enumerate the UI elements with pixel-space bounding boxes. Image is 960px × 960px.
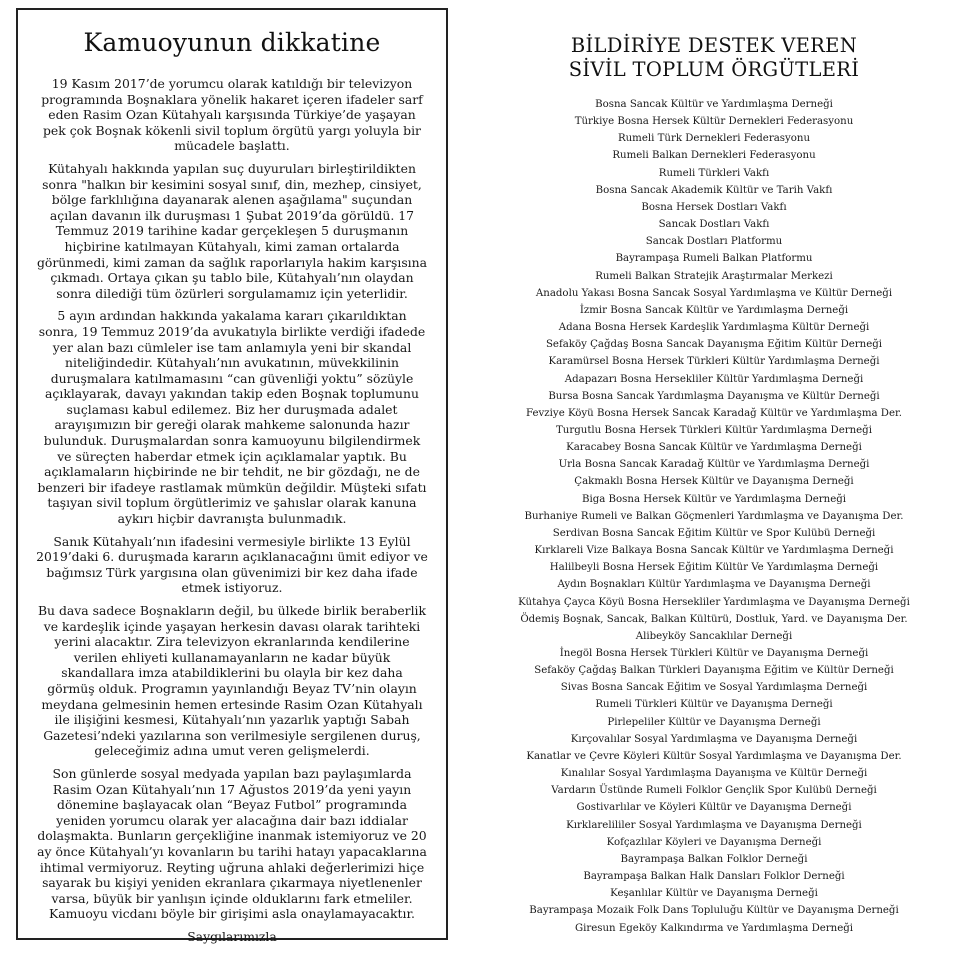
- organization-item: Bayrampaşa Balkan Folklor Derneği: [620, 853, 808, 865]
- organization-item: Sefaköy Çağdaş Balkan Türkleri Dayanışma Eğitim ve Kültür Derneği: [534, 665, 894, 677]
- statement-signoff: Saygılarımızla: [187, 928, 277, 944]
- organization-item: İzmir Bosna Sancak Kültür ve Yardımlaşma Derneği: [579, 304, 849, 316]
- organization-item: Kırklarelililer Sosyal Yardımlaşma ve Dayanışma Derneği: [566, 819, 862, 831]
- organization-item: Sefaköy Çağdaş Bosna Sancak Dayanışma Eğitim Kültür Derneği: [545, 339, 883, 351]
- organization-item: Kırklareli Vize Balkaya Bosna Sancak Kültür ve Yardımlaşma Derneği: [534, 545, 894, 557]
- statement-paragraph: Bu dava sadece Boşnakların değil, bu ülkede birlik beraberlik ve kardeşlik içinde yaşayan herkesin davası olarak tarihteki yerini alacaktır. Zira televizyon ekranlarında kendilerine verilen ehliyeti kullanamayanların ne kadar büyük skandallara imza atabildiklerini bu olayla bir kez daha görmüş olduk. Programın yayınlandığı Beyaz TV’nin olayın meydana gelmesinin hemen ertesinde Rasim Ozan Kütahyalı ile ilişiğini kesmesi, Kütahyalı’nın yazarlık yaptığı Sabah Gazetesi’ndeki yazılarına son verilmesiyle sergilenen duruş, geleceğimiz adına umut veren gelişmelerdi.: [37, 603, 427, 759]
- organization-item: İnegöl Bosna Hersek Türkleri Kültür ve Dayanışma Derneği: [559, 648, 869, 659]
- statement-paragraph: Sanık Kütahyalı’nın ifadesini vermesiyle birlikte 13 Eylül 2019’daki 6. duruşmada kararın açıklanacağını ümit ediyor ve bağımsız Türk yargısına olan güvenimizi bir kez daha ifade etmek istiyoruz.: [36, 533, 428, 596]
- organizations-title-line-1: BİLDİRİYE DESTEK VEREN: [570, 34, 858, 57]
- organization-item: Adana Bosna Hersek Kardeşlik Yardımlaşma Kültür Derneği: [558, 322, 870, 334]
- organization-item: Karamürsel Bosna Hersek Türkleri Kültür Yardımlaşma Derneği: [548, 356, 880, 368]
- organization-item: Anadolu Yakası Bosna Sancak Sosyal Yardımlaşma ve Kültür Derneği: [535, 287, 893, 299]
- organization-item: Bayrampaşa Mozaik Folk Dans Topluluğu Kültür ve Dayanışma Derneği: [529, 905, 899, 917]
- organization-item: Rumeli Balkan Dernekleri Federasyonu: [612, 150, 816, 162]
- organization-item: Turgutlu Bosna Hersek Türkleri Kültür Yardımlaşma Derneği: [556, 424, 872, 436]
- organization-item: Kanatlar ve Çevre Köyleri Kültür Sosyal Yardımlaşma ve Dayanışma Der.: [526, 750, 902, 762]
- organization-item: Alibeyköy Sancaklılar Derneği: [635, 630, 793, 642]
- organization-item: Rumeli Türkleri Kültür ve Dayanışma Derneği: [595, 699, 833, 711]
- organization-item: Halilbeyli Bosna Hersek Eğitim Kültür Ve Yardımlaşma Derneği: [549, 562, 879, 574]
- organization-item: Giresun Egeköy Kalkındırma ve Yardımlaşma Derneği: [574, 922, 854, 934]
- organization-item: Bayrampaşa Balkan Halk Dansları Folklor Derneği: [583, 871, 845, 883]
- organization-item: Gostivarlılar ve Köyleri Kültür ve Dayanışma Derneği: [576, 802, 852, 814]
- organization-item: Vardarın Üstünde Rumeli Folklor Gençlik Spor Kulübü Derneği: [551, 785, 877, 797]
- organization-item: Serdivan Bosna Sancak Eğitim Kültür ve Spor Kulübü Derneği: [552, 527, 876, 539]
- organization-item: Pirlepeliler Kültür ve Dayanışma Derneği: [607, 716, 821, 728]
- organizations-title: [468, 34, 960, 82]
- statement-paragraph: Kütahyalı hakkında yapılan suç duyuruları birleştirildikten sonra "halkın bir kesimini sosyal sınıf, din, mezhep, cinsiyet, bölge farklılığına dayanarak alenen aşağılama" suçundan açılan davanın ilk duruşması 1 Şubat 2019’da görüldü. 17 Temmuz 2019 tarihine kadar gerçekleşen 5 duruşmanın hiçbirine katılmayan Kütahyalı, kimi zaman ortalarda görünmedi, kimi zaman da sağlık raporlarıyla hakim karşısına çıkmadı. Ortaya çıkan şu tablo bile, Kütahyalı’nın olaydan sonra dilediği tüm özürleri sorgulamamız için yeterlidir.: [36, 160, 428, 301]
- organization-item: Rumeli Balkan Stratejik Araştırmalar Merkezi: [595, 270, 833, 282]
- organization-item: Bursa Bosna Sancak Yardımlaşma Dayanışma ve Kültür Derneği: [548, 390, 880, 402]
- organization-item: Çakmaklı Bosna Hersek Kültür ve Dayanışma Derneği: [574, 476, 854, 488]
- organization-item: Kütahya Çayca Köyü Bosna Hersekliler Yardımlaşma ve Dayanışma Derneği: [518, 596, 910, 608]
- organization-item: Adapazarı Bosna Hersekliler Kültür Yardımlaşma Derneği: [564, 373, 864, 385]
- organization-item: Bosna Hersek Dostları Vakfı: [641, 201, 787, 213]
- statement-paragraph: 19 Kasım 2017’de yorumcu olarak katıldığı bir televizyon programında Boşnaklara yönelik hakaret içeren ifadeler sarf eden Rasim Ozan Kütahyalı karşısında Türkiye’de yaşayan pek çok Boşnak kökenli sivil toplum örgütü yargı yoluyla bir mücadele başlattı.: [41, 76, 423, 154]
- organization-item: Türkiye Bosna Hersek Kültür Dernekleri Federasyonu: [574, 116, 854, 128]
- organization-item: Kırçovalılar Sosyal Yardımlaşma ve Dayanışma Derneği: [570, 733, 858, 745]
- supporting-organizations-section: [468, 0, 960, 960]
- statement-paragraph: Son günlerde sosyal medyada yapılan bazı paylaşımlarda Rasim Ozan Kütahyalı’nın 17 Ağustos 2019’da yeni yayın dönemine başlayacak olan “Beyaz Futbol” programında yeniden yorumcu olarak yer alacağına dair bazı iddialar dolaşmakta. Bunların gerçekliğine inanmak istemiyoruz ve 20 ay önce Kütahyalı’yı kovanların bu tarihi hatayı yapacaklarına ihtimal vermiyoruz. Reyting uğruna ahlaki değerlerimizi hiçe sayarak bu kişiyi yeniden ekranlara çıkarmaya niyetlenenler varsa, büyük bir yanlışın içinde olduklarını fark etmeliler. Kamuoyu vicdanı böyle bir girişimi asla onaylamayacaktır.: [37, 765, 427, 922]
- organization-item: Bayrampaşa Rumeli Balkan Platformu: [615, 253, 813, 265]
- organization-item: Urla Bosna Sancak Karadağ Kültür ve Yardımlaşma Derneği: [558, 459, 870, 471]
- organization-item: Burhaniye Rumeli ve Balkan Göçmenleri Yardımlaşma ve Dayanışma Der.: [524, 510, 904, 522]
- organization-item: Biga Bosna Hersek Kültür ve Yardımlaşma Derneği: [581, 493, 847, 505]
- organizations-list: [468, 96, 960, 937]
- statement-paragraph: 5 ayın ardından hakkında yakalama kararı çıkarıldıktan sonra, 19 Temmuz 2019’da avukatıyla birlikte verdiği ifadede yer alan bazı cümleler ise tam anlamıyla yeni bir skandal niteliğindedir. Kütahyalı’nın avukatının, müvekkilinin duruşmalara katılmamasını “can güvenliği yoktu” sözüyle açıklayarak, davayı yakından takip eden Boşnak toplumunu suçlaması kabul edilemez. Biz her duruşmada adalet arayışımızın bir gereği olarak mahkeme salonunda hazır bulunduk. Duruşmalardan sonra kamuoyunu bilgilendirmek ve süreçten haberdar etmek için açıklamalar yaptık. Bu açıklamaların hiçbirinde ne bir tehdit, ne bir gözdağı, ne de benzeri bir ifadeye rastlamak mümkün değildir. Müşteki sıfatı taşıyan sivil toplum örgütlerimiz ve şahıslar olarak kanuna aykırı hiçbir davranışta bulunmadık.: [37, 308, 427, 527]
- public-statement-box: [16, 8, 448, 944]
- organization-item: Bosna Sancak Kültür ve Yardımlaşma Derneği: [595, 99, 833, 110]
- organization-item: Bosna Sancak Akademik Kültür ve Tarih Vakfı: [595, 184, 833, 196]
- organization-item: Ödemiş Boşnak, Sancak, Balkan Kültürü, Dostluk, Yard. ve Dayanışma Der.: [520, 613, 908, 625]
- organization-item: Kofçazlılar Köyleri ve Dayanışma Derneği: [606, 836, 822, 848]
- statement-title: Kamuoyunun dikkatine: [83, 28, 381, 57]
- organization-item: Kınalılar Sosyal Yardımlaşma Dayanışma ve Kültür Derneği: [560, 768, 868, 780]
- organization-item: Sancak Dostları Vakfı: [658, 219, 770, 231]
- organization-item: Aydın Boşnakları Kültür Yardımlaşma ve Dayanışma Derneği: [557, 579, 871, 591]
- organization-item: Fevziye Köyü Bosna Hersek Sancak Karadağ Kültür ve Yardımlaşma Der.: [526, 407, 902, 419]
- organizations-title-line-2: SİVİL TOPLUM ÖRGÜTLERİ: [568, 58, 860, 81]
- organization-item: Rumeli Türk Dernekleri Federasyonu: [617, 133, 811, 145]
- organization-item: Karacabey Bosna Sancak Kültür ve Yardımlaşma Derneği: [566, 442, 862, 454]
- organization-item: Rumeli Türkleri Vakfı: [658, 167, 770, 179]
- organization-item: Keşanlılar Kültür ve Dayanışma Derneği: [610, 888, 818, 900]
- organization-item: Sivas Bosna Sancak Eğitim ve Sosyal Yardımlaşma Derneği: [560, 682, 868, 694]
- organization-item: Sancak Dostları Platformu: [645, 236, 783, 248]
- statement-body: [36, 76, 428, 951]
